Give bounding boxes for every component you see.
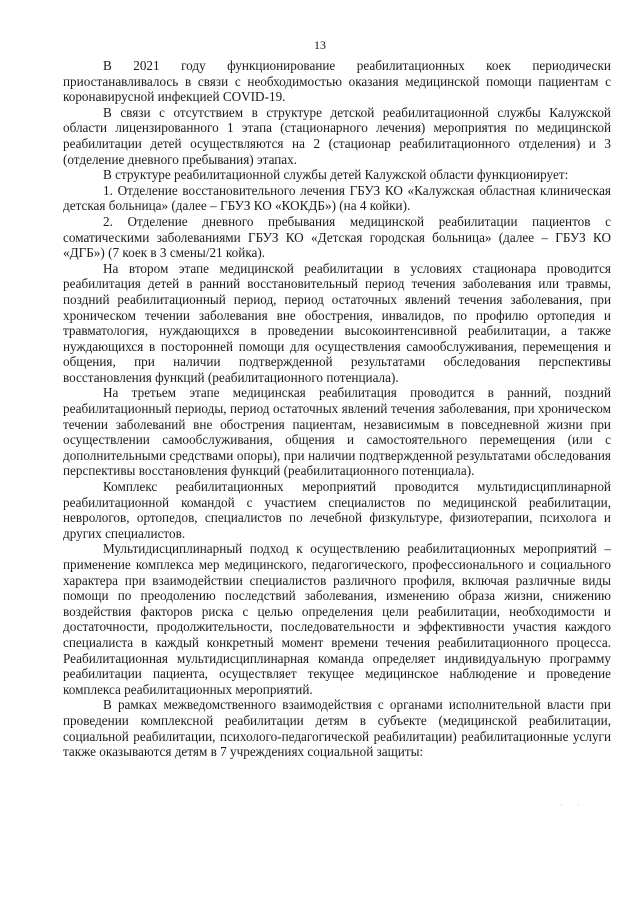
paragraph-item-1: 1. Отделение восстановительного лечения ГБУЗ КО «Калужская областная клиническая детская больница» (далее – ГБУЗ КО «КОКДБ») (на 4 койки).	[63, 182, 611, 214]
paragraph-item-2: 2. Отделение дневного пребывания медицинской реабилитации пациентов с соматическими заболеваниями ГБУЗ КО «Детская городская больница» (далее – ГБУЗ КО «ДГБ») (7 коек в 3 смены/21 койка).	[63, 213, 611, 261]
paragraph-approach: Мультидисциплинарный подход к осуществлению реабилитационных мероприятий – применение комплекса мер медицинского, педагогического, профессионального и социального характера при взаимодействии специалистов различного профиля, включая различные виды помощи по преодолению последствий заболевания, изменению образа жизни, снижению воздействия факторов риска с целью определения цели реабилитации, необходимости и достаточности, продолжительности, последовательности и эффективности участия каждого специалиста в каждый конкретный момент времени течения реабилитационного процесса. Реабилитационная мультидисциплинарная команда определяет индивидуальную программу реабилитации пациента, осуществляет текущее медицинское наблюдение и проведение комплекса реабилитационных мероприятий.	[63, 541, 611, 697]
body-text	[63, 58, 611, 760]
paragraph-second-stage: На втором этапе медицинской реабилитации в условиях стационара проводится реабилитация детей в ранний восстановительный период течения заболевания или травмы, поздний реабилитационный период, период остаточных явлений течения заболевания, при хроническом течении заболевания вне обострения, инвалидов, по профилю ортопедия и травматология, нуждающихся в проведении высокоинтенсивной реабилитации, а также нуждающихся в посторонней помощи для осуществления самообслуживания, перемещения и общения, при наличии подтвержденной результатами обследования перспективы восстановления функций (реабилитационного потенциала).	[63, 260, 611, 385]
paragraph-stages: В связи с отсутствием в структуре детской реабилитационной службы Калужской области лицензированного 1 этапа (стационарного лечения) мероприятия по медицинской реабилитации детей осуществляются на 2 (стационар реабилитационного отделения) и 3 (отделение дневного пребывания) этапах.	[63, 104, 611, 167]
paragraph-covid: В 2021 году функционирование реабилитационных коек периодически приостанавливалось в связи с необходимостью оказания медицинской помощи пациентам с коронавирусной инфекцией COVID-19.	[63, 58, 611, 105]
paragraph-team: Комплекс реабилитационных мероприятий проводится мультидисциплинарной реабилитационной командой с участием специалистов по медицинской реабилитации, неврологов, ортопедов, специалистов по лечебной физкультуре, физиотерапии, психолога и других специалистов.	[63, 479, 611, 541]
paragraph-interagency: В рамках межведомственного взаимодействия с органами исполнительной власти при проведении комплексной реабилитации детям в субъекте (медицинской реабилитации, социальной реабилитации, психолого-педагогической реабилитации) реабилитационные услуги также оказываются детям в 7 учреждениях социальной защиты:	[63, 697, 611, 760]
paragraph-third-stage: На третьем этапе медицинская реабилитация проводится в ранний, поздний реабилитационный периоды, период остаточных явлений течения заболевания, при хроническом течении заболеваний вне обострения пациентам, независимым в повседневной жизни при осуществлении самообслуживания, общения и самостоятельного перемещения (или с дополнительными средствами опоры), при наличии подтвержденной результатами обследования перспективы восстановления функций (реабилитационного потенциала).	[63, 385, 611, 479]
page-number: 13	[314, 38, 326, 52]
scan-noise-marks: · ·	[560, 801, 586, 810]
paragraph-structure: В структуре реабилитационной службы детей Калужской области функционирует:	[103, 167, 569, 183]
